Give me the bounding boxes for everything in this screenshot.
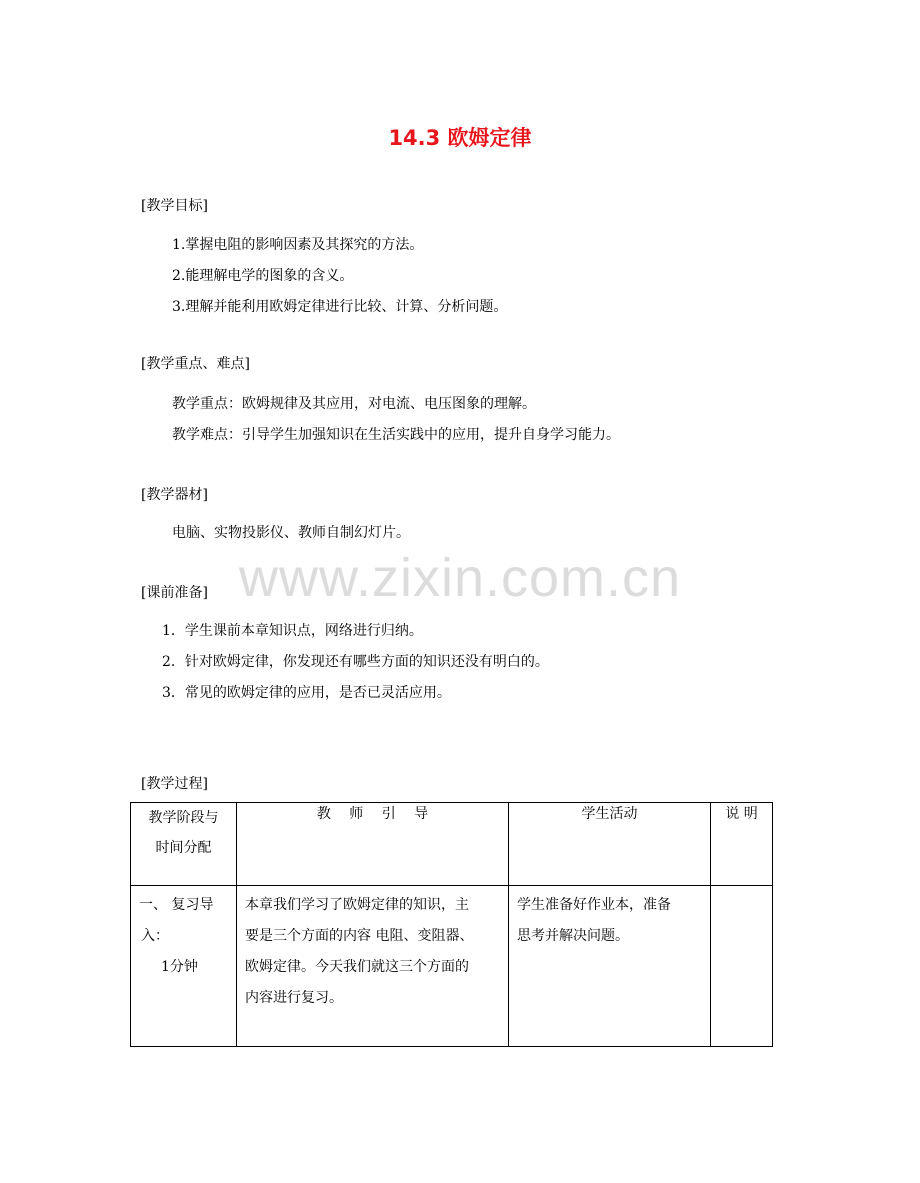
- goal-item-1: 1.掌握电阻的影响因素及其探究的方法。: [172, 237, 424, 253]
- row-teacher-line3: 欧姆定律。今天我们就这三个方面的: [245, 959, 469, 975]
- row-note: [711, 886, 772, 890]
- row-student-cell: [509, 886, 711, 1047]
- process-table: [130, 802, 773, 1047]
- preparation-item-1: 1．学生课前本章知识点，网络进行归纳。: [162, 623, 423, 639]
- goals-heading: [教学目标]: [141, 198, 208, 214]
- page-title: 14.3 欧姆定律: [388, 126, 532, 150]
- preparation-item-2: 2．针对欧姆定律，你发现还有哪些方面的知识还没有明白的。: [162, 654, 549, 670]
- row-stage-line1: 一、 复习导: [139, 897, 214, 913]
- materials-item: 电脑、实物投影仪、教师自制幻灯片。: [172, 525, 410, 541]
- row-student-line2: 思考并解决问题。: [517, 928, 629, 944]
- goal-item-2: 2.能理解电学的图象的含义。: [172, 268, 354, 284]
- row-teacher-line1: 本章我们学习了欧姆定律的知识，主: [245, 897, 469, 913]
- header-stage-line2: 时间分配: [155, 840, 212, 856]
- row-note-cell: [711, 886, 773, 1047]
- preparation-item-3: 3．常见的欧姆定律的应用，是否已灵活应用。: [162, 685, 451, 701]
- goal-item-3: 3.理解并能利用欧姆定律进行比较、计算、分析问题。: [172, 299, 508, 315]
- difficult-point-item: 教学难点：引导学生加强知识在生活实践中的应用，提升自身学习能力。: [172, 427, 620, 443]
- table-row: [131, 886, 773, 1047]
- header-stage-line1: 教学阶段与: [148, 810, 219, 826]
- table-header-row: [131, 803, 773, 886]
- key-point-item: 教学重点：欧姆规律及其应用，对电流、电压图象的理解。: [172, 396, 536, 412]
- row-stage-cell: [131, 886, 237, 1047]
- key-points-heading: [教学重点、难点]: [141, 356, 250, 372]
- materials-heading: [教学器材]: [141, 487, 208, 503]
- header-teacher-label: 教 师 引 导: [316, 806, 429, 822]
- preparation-heading: [课前准备]: [141, 585, 208, 601]
- row-teacher-line2: 要是三个方面的内容 电阻、变阻器、: [245, 928, 474, 944]
- header-note: [711, 803, 773, 886]
- row-teacher-line4: 内容进行复习。: [245, 990, 343, 1006]
- header-stage: [131, 803, 237, 886]
- header-student: [509, 803, 711, 886]
- header-teacher: [237, 803, 509, 886]
- row-teacher-cell: [237, 886, 509, 1047]
- process-heading: [教学过程]: [141, 776, 208, 792]
- row-stage-line3: 1分钟: [161, 959, 198, 975]
- row-stage-line2: 入：: [141, 928, 169, 944]
- header-note-label: 说 明: [725, 806, 758, 822]
- header-student-label: 学生活动: [581, 806, 638, 822]
- row-student-line1: 学生准备好作业本，准备: [517, 897, 671, 913]
- watermark: www.zixin.com.cn: [238, 548, 682, 608]
